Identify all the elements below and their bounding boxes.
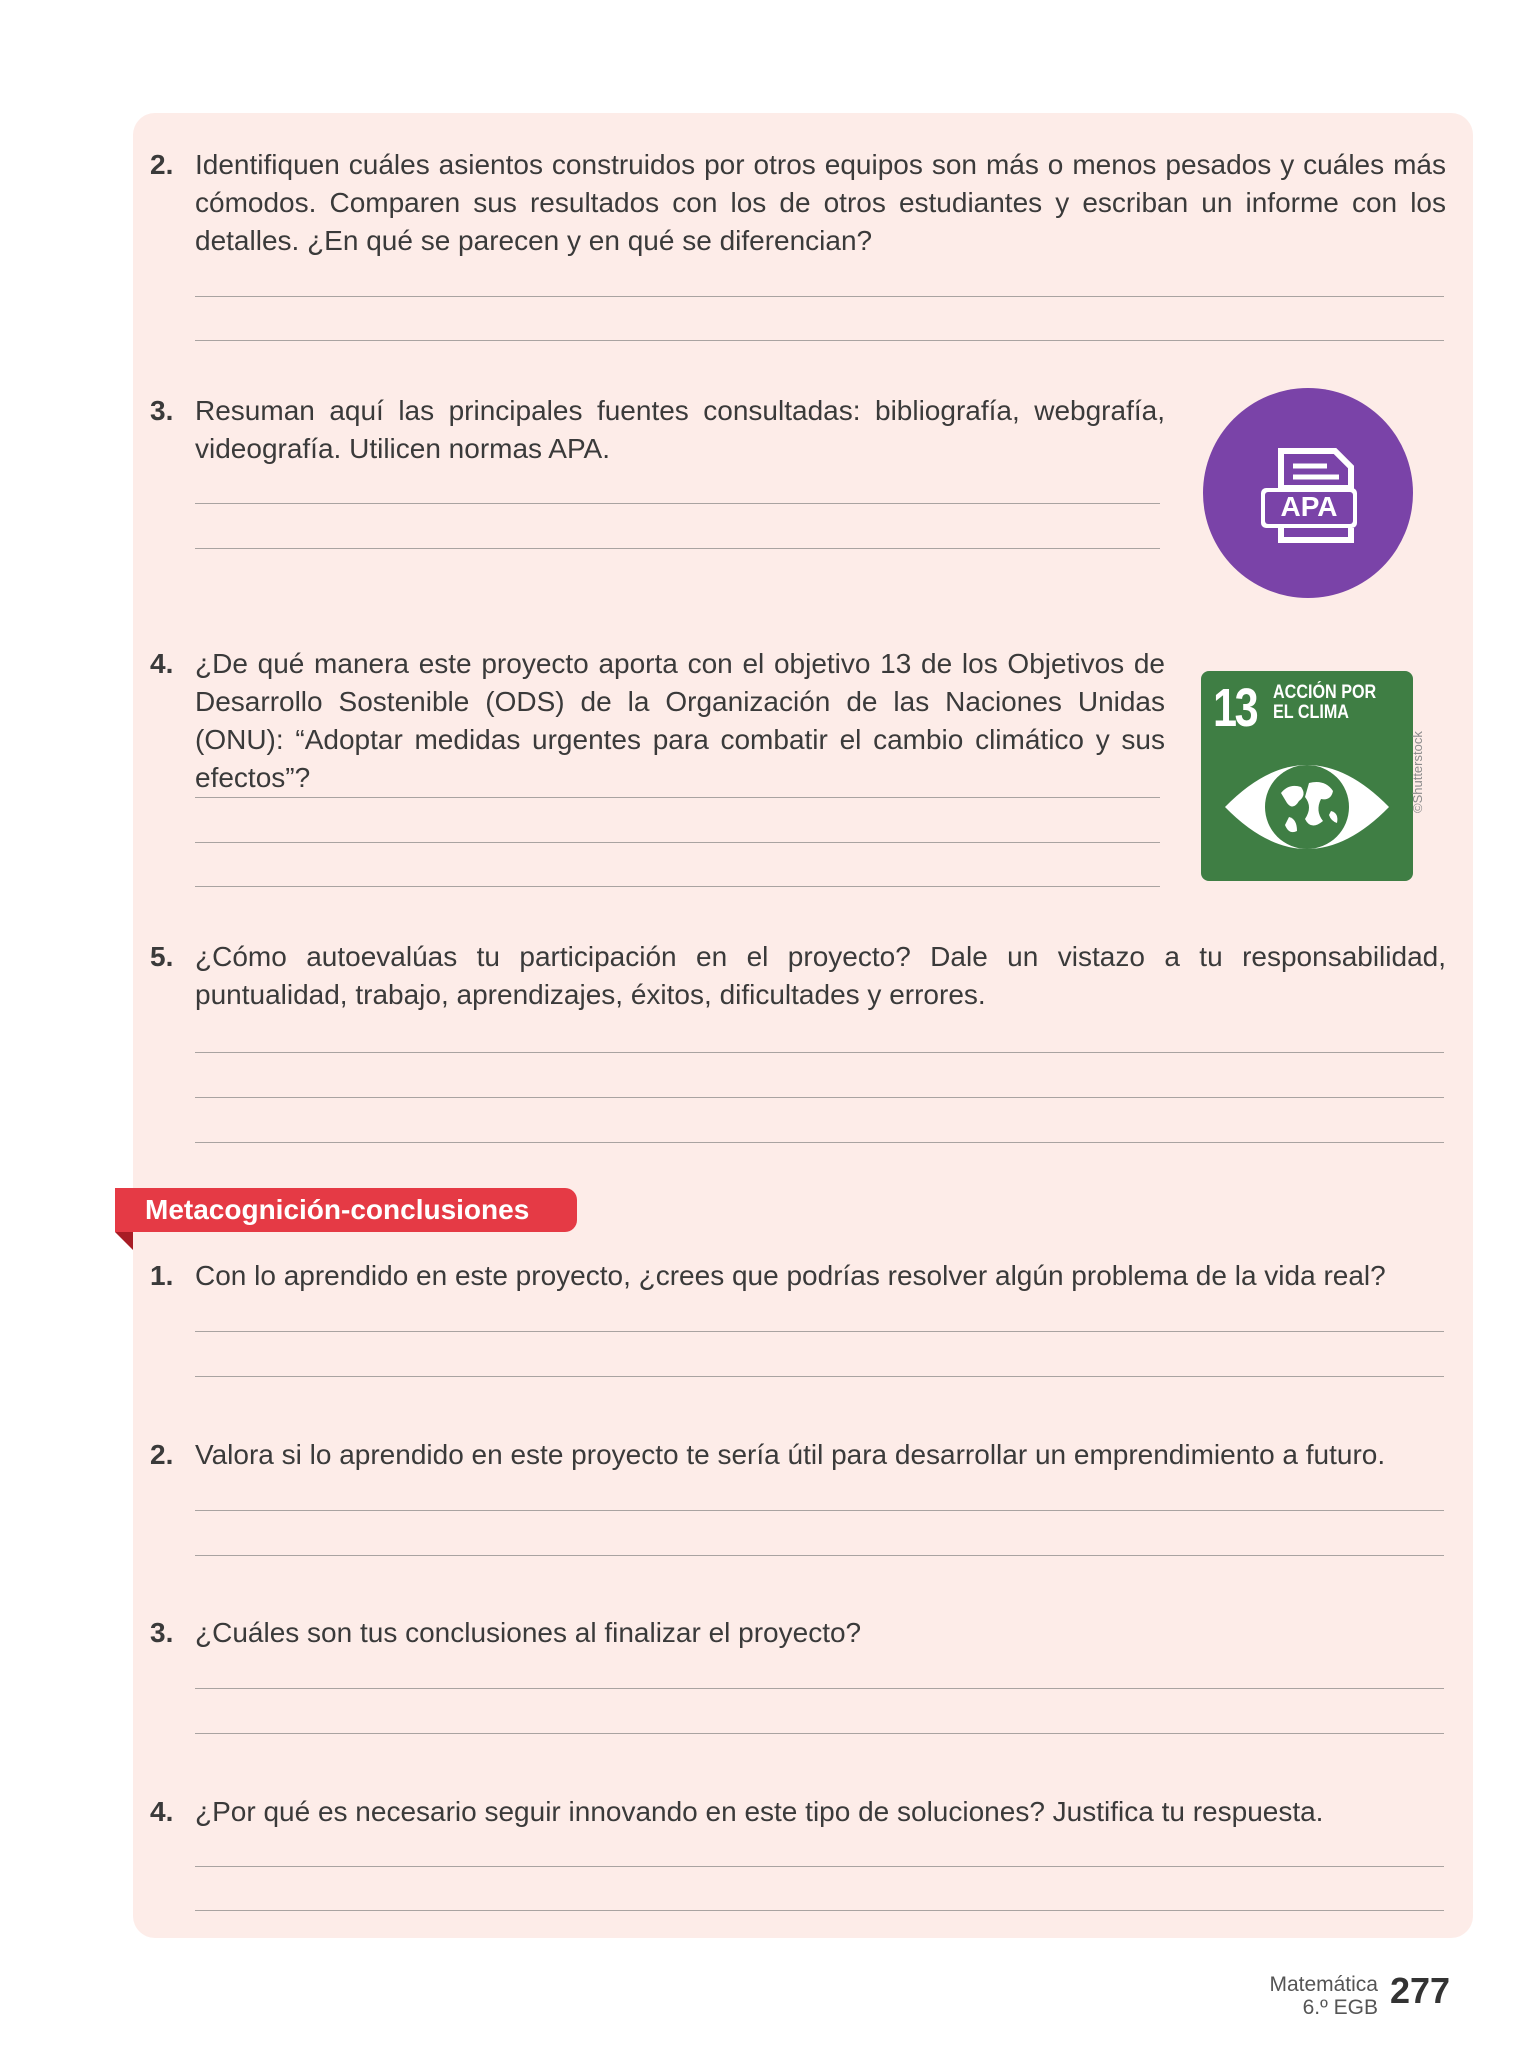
question-text: ¿Por qué es necesario seguir innovando en este tipo de soluciones? Justifica tu respuesta. <box>195 1796 1324 1827</box>
image-credit: ©Shutterstock <box>1410 731 1425 813</box>
answer-line[interactable] <box>195 797 1160 798</box>
question-text: ¿Cómo autoevalúas tu participación en el proyecto? Dale un vistazo a tu responsabilidad, puntualidad, trabajo, aprendizajes, éxitos, dificultades y errores. <box>195 941 1446 1010</box>
answer-line[interactable] <box>195 1331 1444 1332</box>
heading-fold-decoration <box>115 1232 133 1250</box>
answer-line[interactable] <box>195 1510 1444 1511</box>
question-text: ¿De qué manera este proyecto aporta con el objetivo 13 de los Objetivos de Desarrollo Sostenible (ODS) de la Organización de las Naciones Unidas (ONU): “Adoptar medidas urgentes para combatir el cambio climático y sus efectos”? <box>195 648 1165 793</box>
question-text: Resuman aquí las principales fuentes consultadas: bibliografía, webgrafía, videografía. Utilicen normas APA. <box>195 395 1165 464</box>
question-text: Identifiquen cuáles asientos construidos por otros equipos son más o menos pesados y cuáles más cómodos. Comparen sus resultados con los de otros estudiantes y escriban un informe con los detalles. ¿En qué se parecen y en qué se diferencian? <box>195 149 1446 256</box>
page-number: 277 <box>1390 1970 1451 2011</box>
answer-line[interactable] <box>195 1142 1444 1143</box>
eye-globe-icon <box>1201 671 1413 881</box>
footer-grade: 6.º EGB <box>1302 1996 1378 2019</box>
answer-line[interactable] <box>195 842 1160 843</box>
answer-line[interactable] <box>195 1910 1444 1911</box>
answer-line[interactable] <box>195 886 1160 887</box>
question-text: Valora si lo aprendido en este proyecto te sería útil para desarrollar un emprendimiento a futuro. <box>195 1439 1386 1470</box>
question-number: 3. <box>150 1617 174 1648</box>
question-number: 5. <box>150 941 174 972</box>
question-text: ¿Cuáles son tus conclusiones al finalizar el proyecto? <box>195 1617 862 1648</box>
answer-line[interactable] <box>195 548 1160 549</box>
activity-panel <box>133 113 1473 1938</box>
answer-line[interactable] <box>195 1376 1444 1377</box>
sdg-title: ACCIÓN POR EL CLIMA <box>1273 682 1377 723</box>
answer-line[interactable] <box>195 503 1160 504</box>
question-number: 4. <box>150 648 174 679</box>
apa-icon <box>1203 388 1413 598</box>
question-number: 2. <box>150 1439 174 1470</box>
sdg-number: 13 <box>1213 678 1257 738</box>
answer-line[interactable] <box>195 1555 1444 1556</box>
question-number: 2. <box>150 149 174 180</box>
question-number: 4. <box>150 1796 174 1827</box>
answer-line[interactable] <box>195 340 1444 341</box>
answer-line[interactable] <box>195 296 1444 297</box>
answer-line[interactable] <box>195 1733 1444 1734</box>
answer-line[interactable] <box>195 1097 1444 1098</box>
answer-line[interactable] <box>195 1866 1444 1867</box>
sdg-13-climate-action-icon <box>1201 671 1413 881</box>
footer-subject: Matemática <box>1269 1973 1378 1996</box>
question-number: 1. <box>150 1260 174 1291</box>
answer-line[interactable] <box>195 1688 1444 1689</box>
metacognition-heading: Metacognición-conclusiones <box>115 1188 577 1232</box>
question-text: Con lo aprendido en este proyecto, ¿crees que podrías resolver algún problema de la vida real? <box>195 1260 1386 1291</box>
answer-line[interactable] <box>195 1052 1444 1053</box>
apa-label: APA <box>1280 491 1338 522</box>
question-number: 3. <box>150 395 174 426</box>
